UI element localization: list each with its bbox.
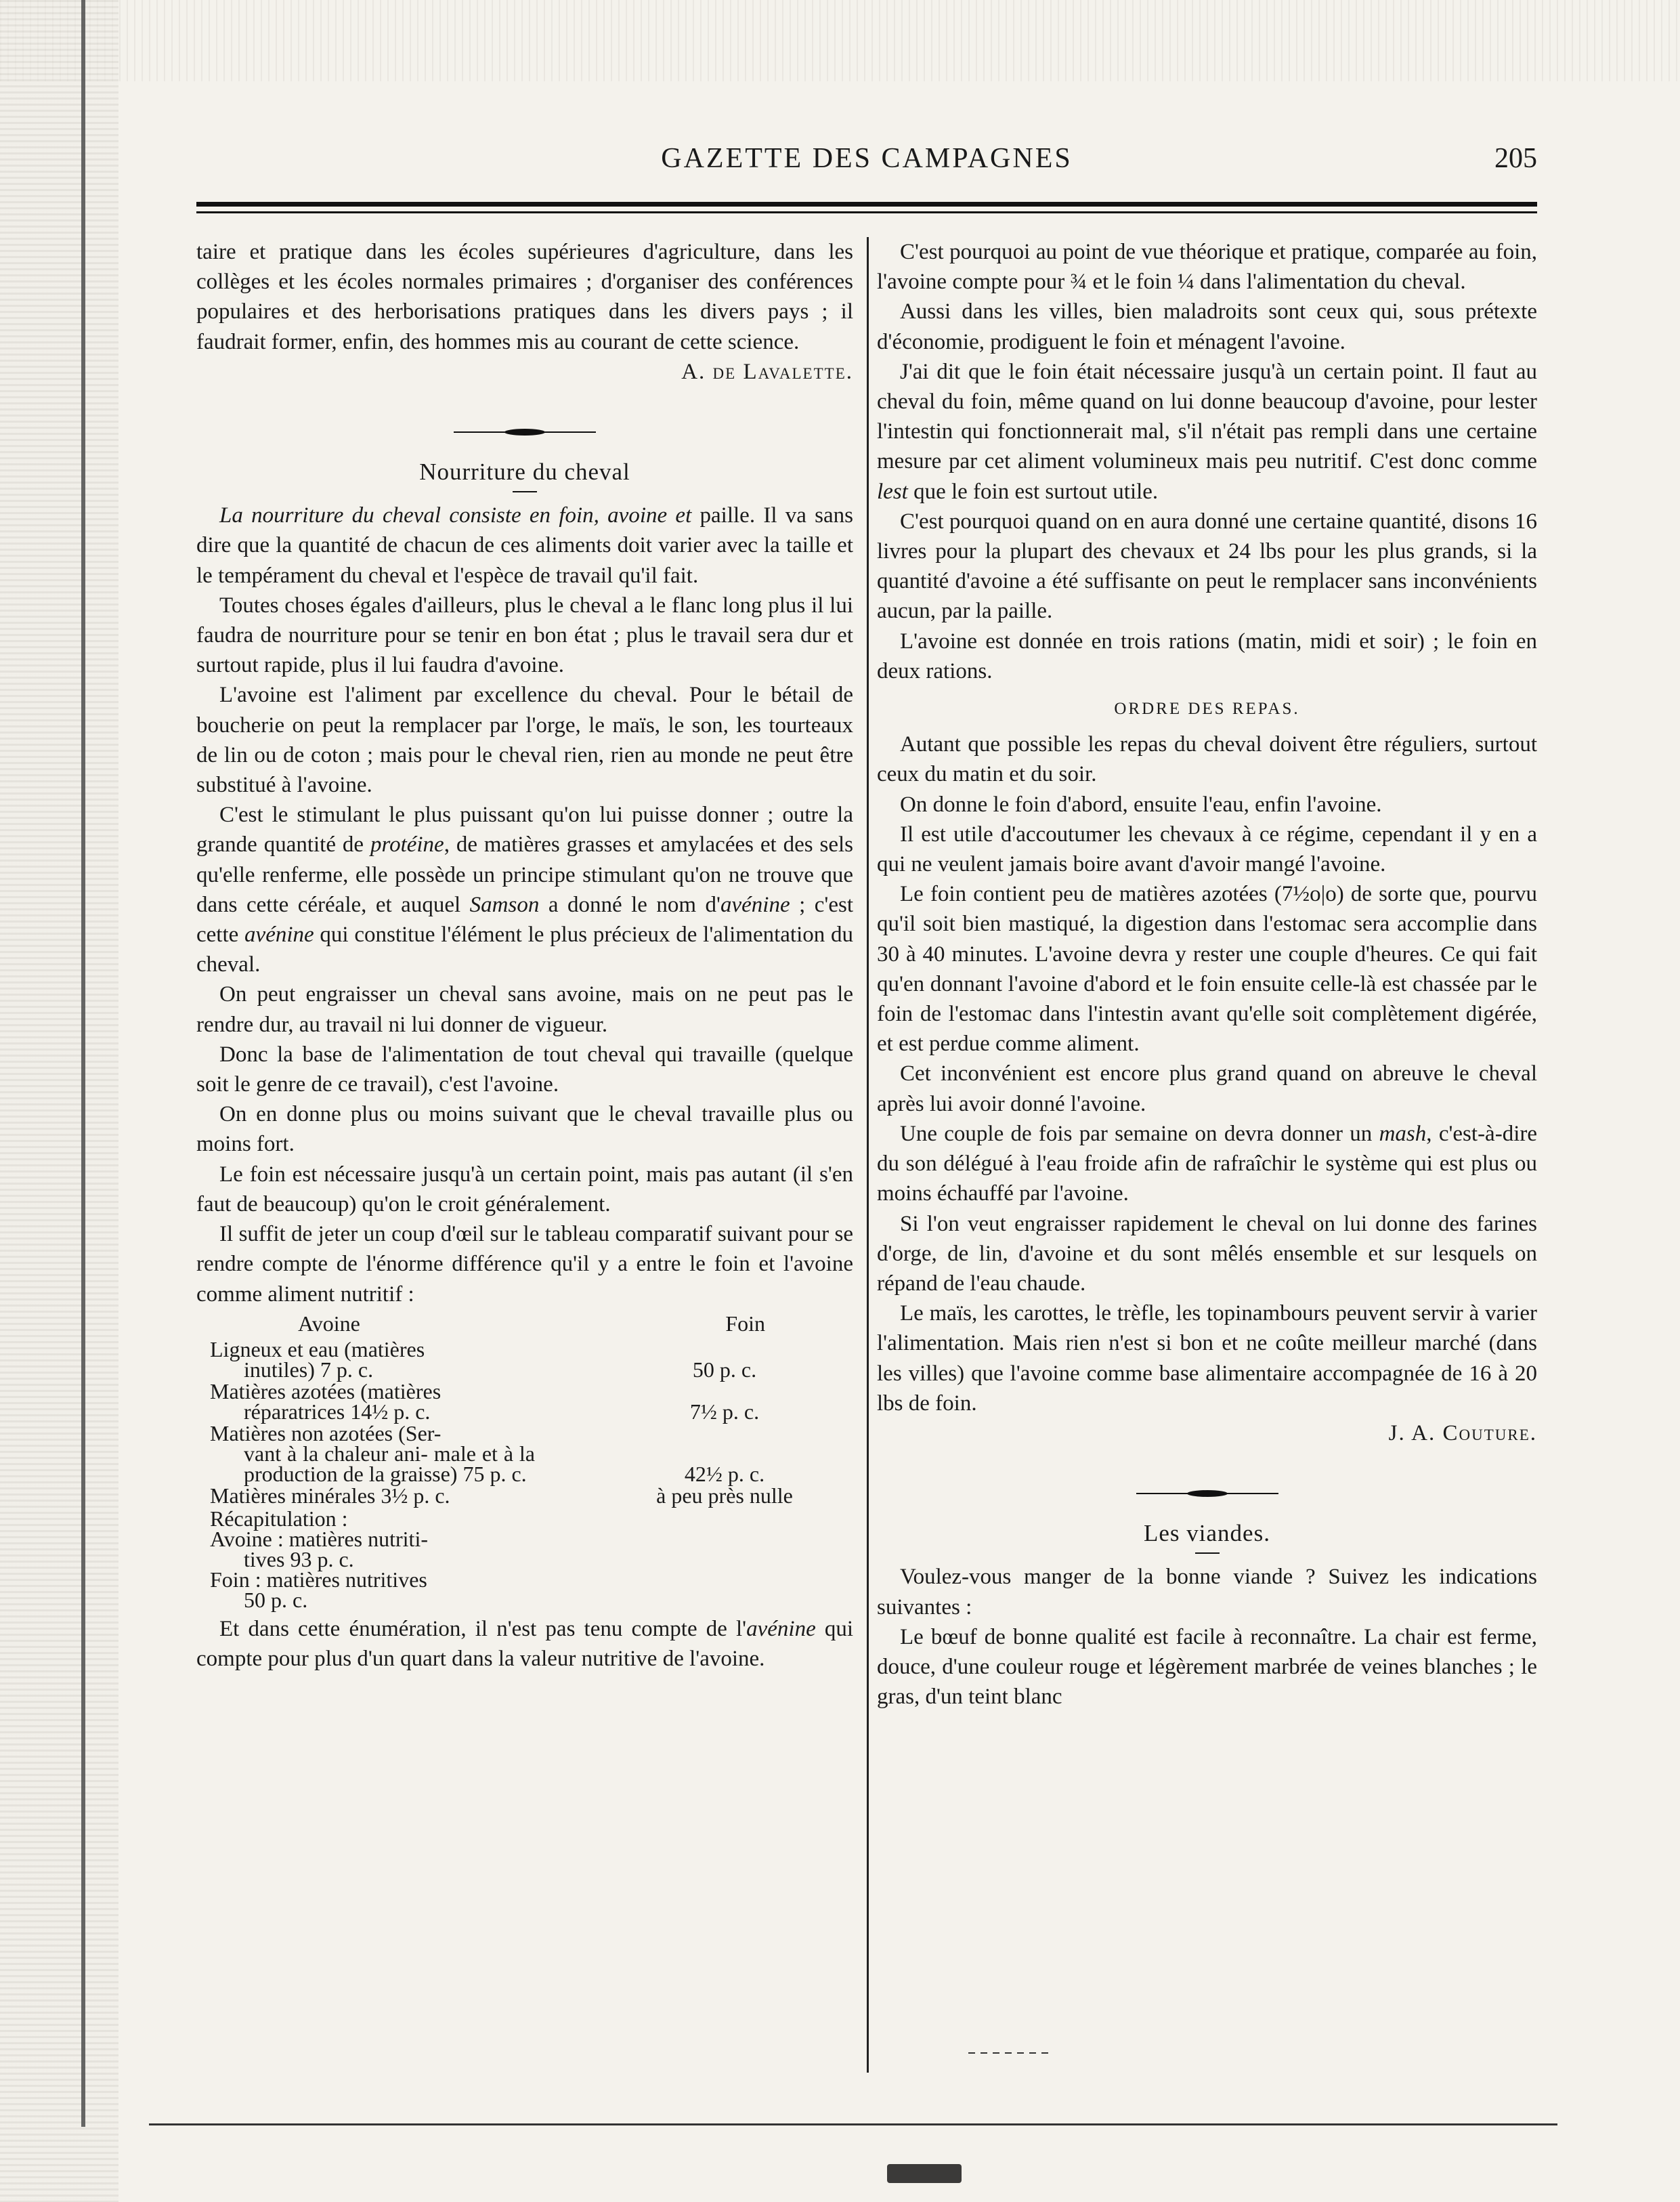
paragraph: Voulez-vous manger de la bonne viande ? Suivez les indications suivantes : <box>877 1565 1537 1619</box>
paragraph: C'est pourquoi quand on en aura donné une certaine quantité, disons 16 livres pour la plupart des chevaux et 24 lbs pour les plus grands, si la quantité d'avoine a été suffisante on peut le remplacer sans inconvénients aucun, par la paille. <box>877 509 1537 624</box>
text-run: qui compte pour plus d'un quart dans la valeur nutritive de l'avoine. <box>196 1616 854 1671</box>
text-run: J'ai dit que le foin était nécessaire jusqu'à un certain point. Il faut au cheval du foin, même quand on lui donne beaucoup d'avoine, pour lester l'intestin qui fonctionnerait mal, s'il n'était pas rempli dans une certaine mesure par cet aliment volumineux mais peu nutritif. C'est donc comme <box>877 359 1537 474</box>
text-run: ; c'est cette <box>196 892 854 948</box>
paragraph: taire et pratique dans les écoles supérieures d'agriculture, dans les collèges et les écoles normales primaires ; d'organiser des conférences populaires et des herborisations pratiques dans les divers pays ; il faudrait former, enfin, des hommes mis au courant de cette science. <box>196 240 853 354</box>
column-header-foin: Foin <box>725 1311 765 1336</box>
comparison-table <box>196 1313 853 1610</box>
paragraph: Le foin est nécessaire jusqu'à un certain point, mais pas autant (il s'en faut de beaucoup) qu'on le croit généralement. <box>196 1162 853 1216</box>
paragraph: Toutes choses égales d'ailleurs, plus le cheval a le flanc long plus il lui faudra de nourriture pour se tenir en bon état ; plus le travail sera dur et surtout rapide, plus il lui faudra d'avoine. <box>196 593 853 678</box>
text-run: qui constitue l'élément le plus précieux de l'alimentation du cheval. <box>196 923 853 977</box>
paragraph: Autant que possible les repas du cheval doivent être réguliers, surtout ceux du matin et du soir. <box>877 732 1537 787</box>
cell-text: Matières non azotées (Ser- <box>210 1420 441 1445</box>
recap-line: 50 p. c. <box>244 1587 308 1612</box>
header-rule <box>196 202 1537 207</box>
cell-text: réparatrices 14½ p. c. <box>244 1399 431 1424</box>
title-dash <box>1195 1552 1220 1554</box>
italic-term: avénine <box>746 1616 816 1641</box>
paragraph: Si l'on veut engraisser rapidement le cheval on lui donne des farines d'orge, de lin, d'avoine et du sont mêlés ensemble et sur lesquels on répand de l'eau chaude. <box>877 1211 1537 1296</box>
section-ornament <box>454 427 596 437</box>
text-run: , de matières grasses et amylacées et des sels qu'elle renferme, elle possède un principe stimulant qu'on ne trouve que dans cette céréale, et auquel <box>196 832 853 917</box>
paragraph-text: paille. Il va sans dire que la quantité de chacun de ces aliments doit varier avec la taille et le tempérament du cheval et l'espèce de travail qu'il fait. <box>196 503 854 588</box>
italic-term: lest <box>877 479 908 504</box>
paragraph: Le foin contient peu de matières azotées (7½o|o) de sorte que, pourvu qu'il soit bien mastiqué, la digestion dans l'estomac sera accomplie dans 30 à 40 minutes. L'avoine devra y rester une couple d'heures. Ce qui fait qu'en donnant l'avoine d'abord et le foin ensuite celle-là est chassée par le foin de l'estomac dans l'intestin avant qu'elle soit complètement digérée, et est perdue comme aliment. <box>877 882 1537 1057</box>
table-row <box>196 1420 853 1486</box>
recap-title: Récapitulation : <box>210 1506 348 1531</box>
paragraph: Le maïs, les carottes, le trèfle, les topinambours peuvent servir à varier l'alimentation. Mais rien n'est si bon et ne coûte meilleur marché (dans les villes) que l'avoine comme base alimentaire accompagnée de 16 à 20 lbs de foin. <box>877 1301 1537 1416</box>
paragraph <box>877 1119 1537 1209</box>
text-run: a donné le nom d' <box>539 892 720 917</box>
paragraph: C'est pourquoi au point de vue théorique et pratique, comparée au foin, l'avoine compte pour ¾ et le foin ¼ dans l'alimentation du cheval. <box>877 240 1537 295</box>
italic-term: avénine <box>244 923 314 948</box>
author-signature: J. A. Couture. <box>1388 1420 1537 1445</box>
section-ornament <box>1136 1489 1278 1498</box>
recap-line: Avoine : matières nutriti- <box>210 1526 428 1551</box>
paragraph: Il suffit de jeter un coup d'œil sur le tableau comparatif suivant pour se rendre compte de l'énorme différence qu'il y a entre le foin et l'avoine comme aliment nutritif : <box>196 1222 853 1307</box>
cell-text: inutiles) 7 p. c. <box>244 1357 374 1382</box>
cell-text: vant à la chaleur ani- male et à la production de la graisse) 75 p. c. <box>244 1441 535 1486</box>
paragraph: On peut engraisser un cheval sans avoine, mais on ne peut pas le rendre dur, au travail ni lui donner de vigueur. <box>196 982 853 1037</box>
binding-edge <box>81 0 85 2127</box>
scan-noise-top <box>0 0 1680 81</box>
italic-term: protéine <box>370 832 444 857</box>
table-row <box>196 1378 853 1424</box>
italic-term: mash <box>1379 1121 1427 1146</box>
scan-noise-edge <box>0 0 119 2202</box>
left-column <box>196 237 853 1674</box>
subheading: ORDRE DES REPAS. <box>1114 700 1300 719</box>
title-dash <box>513 491 537 492</box>
paragraph: Cet inconvénient est encore plus grand quand on abreuve le cheval après lui avoir donné l'avoine. <box>877 1061 1537 1116</box>
header-rule-thin <box>196 211 1537 213</box>
paragraph: Donc la base de l'alimentation de tout cheval qui travaille (quelque soit le genre de ce travail), c'est l'avoine. <box>196 1042 853 1097</box>
table-cell <box>196 1336 535 1382</box>
table-cell: 42½ p. c. <box>684 1461 765 1486</box>
paragraph: Il est utile d'accoutumer les chevaux à ce régime, cependant il y en a qui ne veulent jamais boire avant d'avoir mangé l'avoine. <box>877 822 1537 877</box>
table-cell <box>196 1378 535 1424</box>
paragraph <box>877 357 1537 507</box>
paragraph: Le bœuf de bonne qualité est facile à reconnaître. La chair est ferme, douce, d'une couleur rouge et légèrement marbrée de veines blanches ; le gras, d'un teint blanc <box>877 1624 1537 1710</box>
paragraph: On donne le foin d'abord, ensuite l'eau, enfin l'avoine. <box>900 792 1382 817</box>
italic-term: avénine <box>720 892 790 917</box>
right-column <box>877 237 1537 1712</box>
table-header <box>196 1313 853 1334</box>
recap-line: Foin : matières nutritives <box>210 1567 427 1592</box>
cell-text: Matières minérales 3½ p. c. <box>210 1483 450 1508</box>
paragraph: L'avoine est l'aliment par excellence du cheval. Pour le bétail de boucherie on peut la remplacer par l'orge, le maïs, le son, les tourteaux de lin ou de coton ; mais pour le cheval rien, rien au monde ne peut être substitué à l'avoine. <box>196 683 853 798</box>
column-header-avoine: Avoine <box>298 1311 360 1336</box>
paragraph <box>196 800 853 979</box>
table-row <box>196 1336 853 1382</box>
recap-line: tives 93 p. c. <box>244 1546 354 1571</box>
paragraph: L'avoine est donnée en trois rations (matin, midi et soir) ; le foin en deux rations. <box>877 629 1537 683</box>
table-cell <box>196 1485 535 1506</box>
paragraph: On en donne plus ou moins suivant que le cheval travaille plus ou moins fort. <box>196 1102 853 1157</box>
cell-text: Matières azotées (matières <box>210 1378 441 1403</box>
article-title: Nourriture du cheval <box>419 459 630 486</box>
author-signature: A. de Lavalette. <box>681 359 853 384</box>
table-cell: à peu près nulle <box>656 1483 793 1508</box>
paragraph: Aussi dans les villes, bien maladroits sont ceux qui, sous prétexte d'économie, prodiguent le foin et ménagent l'avoine. <box>877 299 1537 354</box>
text-run: que le foin est surtout utile. <box>907 479 1159 504</box>
table-row <box>196 1485 853 1506</box>
table-cell: 50 p. c. <box>692 1357 757 1382</box>
lead-text: La nourriture du cheval consiste en foin, avoine et <box>219 503 692 528</box>
text-run: Et dans cette énumération, il n'est pas tenu compte de l' <box>219 1616 747 1641</box>
continuation-dashes <box>968 2052 1050 2054</box>
table-cell: 7½ p. c. <box>689 1399 760 1424</box>
column-divider <box>867 237 869 2073</box>
page-number: 205 <box>1494 143 1537 174</box>
italic-term: Samson <box>469 892 540 917</box>
text-run: C'est le stimulant le plus puissant qu'on lui puisse donner ; outre la grande quantité de <box>196 803 853 857</box>
table-cell <box>196 1420 535 1486</box>
running-title: GAZETTE DES CAMPAGNES <box>661 143 1073 174</box>
paragraph <box>196 501 853 591</box>
bottom-rule <box>149 2123 1557 2125</box>
paragraph <box>196 1614 853 1674</box>
ink-blot <box>887 2164 962 2183</box>
cell-text: Ligneux et eau (matières <box>210 1336 425 1361</box>
recap-block <box>196 1508 853 1610</box>
page-header <box>196 142 1537 183</box>
text-run: , c'est-à-dire du son délégué à l'eau froide afin de rafraîchir le système qui est plus ou moins échauffé par l'avoine. <box>877 1121 1537 1206</box>
article-title: Les viandes. <box>1144 1520 1270 1547</box>
text-run: Une couple de fois par semaine on devra donner un <box>900 1121 1379 1146</box>
